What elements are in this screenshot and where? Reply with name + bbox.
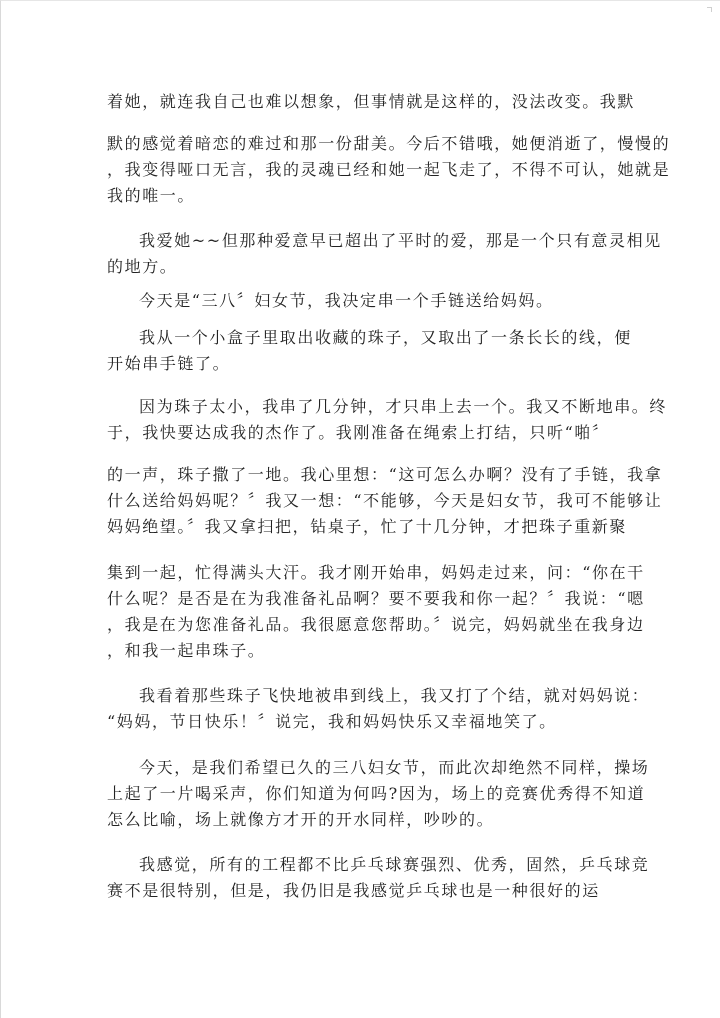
text-line: 今天，是我们希望已久的三八妇女节，而此次却绝然不同样，操场 (139, 758, 650, 777)
text-line: ，我是在为您准备礼品。我很愿意您帮助。〞说完，妈妈就坐在我身边 (107, 615, 645, 634)
text-line: 着她，就连我自己也难以想象，但事情就是这样的，没法改变。我默 (107, 92, 636, 111)
text-line: 什么呢？是否是在为我准备礼品啊？要不要我和你一起？〞我说：“嗯 (107, 589, 645, 608)
text-line: 我感觉，所有的工程都不比乒乓球赛强烈、优秀，固然，乒乓球竞 (139, 855, 650, 874)
text-line: ，和我一起串珠子。 (107, 641, 266, 660)
text-line: 的一声，珠子撒了一地。我心里想：“这可怎么办啊？没有了手链，我拿 (107, 465, 663, 484)
text-line: 开始串手链了。 (107, 354, 231, 373)
text-line: “妈妈，节日快乐！〞说完，我和妈妈快乐又幸福地笑了。 (107, 712, 557, 731)
text-line: 于，我快要达成我的杰作了。我刚准备在绳索上打结，只听“啪〞 (107, 423, 610, 442)
page-corner-mark (707, 7, 712, 12)
text-line: 上起了一片喝采声，你们知道为何吗?因为，场上的竞赛优秀得不知道 (107, 784, 646, 803)
text-line: 我爱她~~但那种爱意早已超出了平时的爱，那是一个只有意灵相见 (139, 231, 662, 250)
text-line: 怎么比喻，场上就像方才开的开水同样，吵吵的。 (107, 810, 495, 829)
text-line: 赛不是很特别，但是，我仍旧是我感觉乒乓球也是一种很好的运 (107, 881, 600, 900)
text-line: 我看着那些珠子飞快地被串到线上，我又打了个结，就对妈妈说： (139, 686, 650, 705)
text-line: 的地方。 (107, 257, 178, 276)
text-line: 集到一起，忙得满头大汗。我才刚开始串，妈妈走过来，问：“你在干 (107, 563, 645, 582)
text-line: 今天是“三八〞妇女节，我决定串一个手链送给妈妈。 (139, 291, 554, 310)
text-line: 妈妈绝望。〞我又拿扫把，钻桌子，忙了十几分钟，才把珠子重新聚 (107, 517, 628, 536)
text-line: 什么送给妈妈呢？〞我又一想：“不能够，今天是妇女节，我可不能够让 (107, 491, 663, 510)
text-line: ，我变得哑口无言，我的灵魂已经和她一起飞走了，不得不可认，她就是 (107, 160, 671, 179)
text-line: 默的感觉着暗恋的难过和那一份甜美。今后不错哦，她便消逝了，慢慢的 (107, 134, 671, 153)
text-line: 我的唯一。 (107, 186, 196, 205)
text-line: 我从一个小盒子里取出收藏的珠子，又取出了一条长长的线，便 (139, 328, 632, 347)
text-line: 因为珠子太小，我串了几分钟，才只串上去一个。我又不断地串。终 (139, 397, 668, 416)
